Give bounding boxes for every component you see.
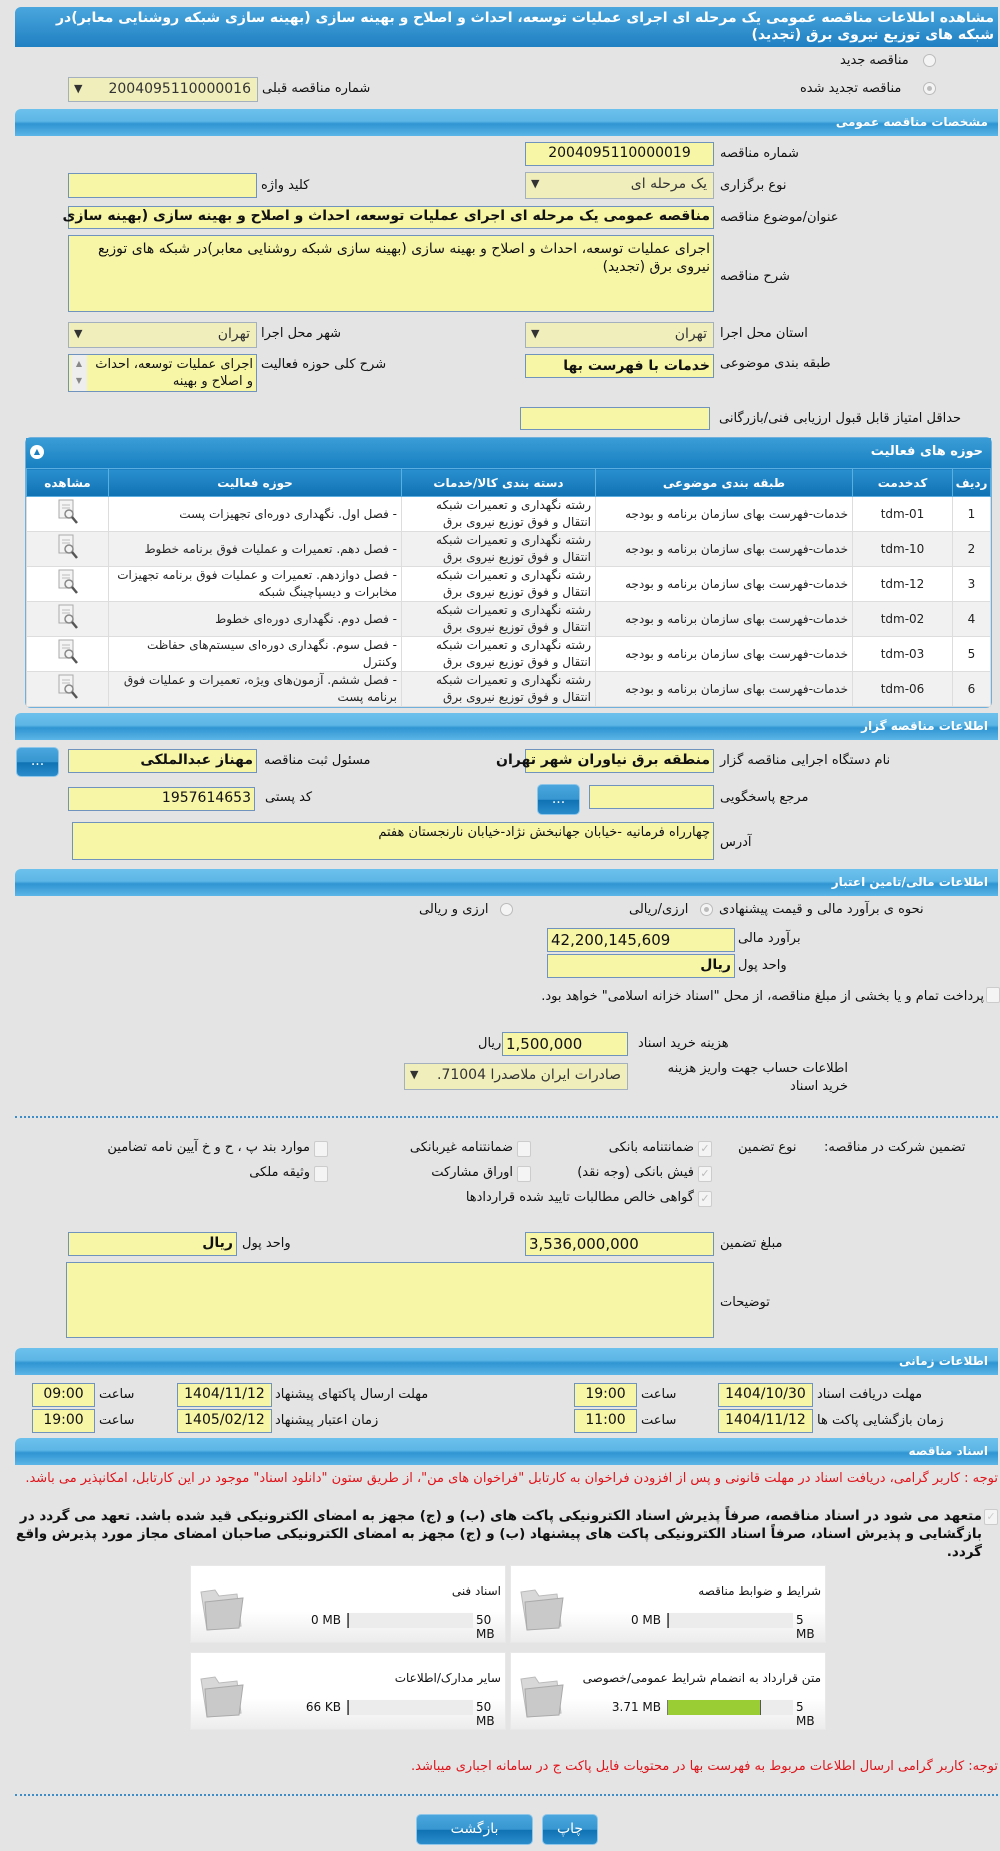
description-label: شرح مناقصه	[720, 269, 790, 284]
category-label: طبقه بندی موضوعی	[720, 356, 831, 371]
service-code: tdm-02	[853, 602, 953, 637]
table-row	[27, 567, 991, 602]
chevron-down-icon: ▼	[410, 1068, 419, 1081]
currency-label: واحد پول	[738, 958, 787, 973]
method-rial-label: ارزی/ریالی	[629, 902, 689, 917]
opening-label: زمان بازگشایی پاکت ها	[817, 1413, 944, 1428]
col-group: دسته بندی کالا/خدمات	[402, 469, 596, 497]
prev-tender-number-value: 2004095110000016	[108, 81, 251, 97]
doc-deadline-label: مهلت دریافت اسناد	[817, 1387, 923, 1402]
row-number: 4	[953, 602, 991, 637]
section-general: مشخصات مناقصه عمومی	[15, 109, 998, 136]
service-code: tdm-01	[853, 497, 953, 532]
category-cell: خدمات-فهرست بهای سازمان برنامه و بودجه	[596, 532, 853, 567]
tender-type-select[interactable]	[525, 172, 714, 199]
submit-deadline-label: مهلت ارسال پاکتهای پیشنهاد	[275, 1387, 429, 1402]
collapse-icon[interactable]: ▲	[30, 445, 44, 459]
hour-label: ساعت	[641, 1387, 677, 1402]
opening-date[interactable]: 1404/11/12	[718, 1409, 813, 1433]
address-label: آدرس	[720, 835, 752, 850]
category-cell: خدمات-فهرست بهای سازمان برنامه و بودجه	[596, 672, 853, 707]
reference-field[interactable]	[589, 785, 714, 809]
guarantee-currency-label: واحد پول	[242, 1236, 291, 1251]
document-progress	[667, 1613, 793, 1628]
category-cell: خدمات-فهرست بهای سازمان برنامه و بودجه	[596, 602, 853, 637]
tender-type-value: یک مرحله ای	[630, 176, 707, 192]
city-label: شهر محل اجرا	[261, 326, 341, 341]
section-timing: اطلاعات زمانی	[15, 1348, 998, 1375]
responsible-label: مسئول ثبت مناقصه	[264, 753, 371, 768]
keyword-label: کلید واژه	[261, 178, 310, 193]
validity-label: زمان اعتبار پیشنهاد	[275, 1413, 379, 1428]
activity-desc-field[interactable]	[68, 354, 257, 392]
col-field: حوزه فعالیت	[109, 469, 402, 497]
method-both-radio[interactable]	[500, 903, 513, 916]
document-tile[interactable]	[510, 1565, 826, 1643]
guarantee-option-label: گواهی خالص مطالبات تایید شده قراردادها	[465, 1190, 694, 1205]
print-button[interactable]: چاپ	[542, 1814, 598, 1845]
guarantee-type-label: نوع تضمین	[738, 1140, 797, 1155]
row-number: 1	[953, 497, 991, 532]
submit-deadline-time[interactable]: 09:00	[32, 1383, 95, 1407]
row-number: 2	[953, 532, 991, 567]
hour-label: ساعت	[99, 1413, 135, 1428]
section-organizer: اطلاعات مناقصه گزار	[15, 713, 998, 740]
reference-label: مرجع پاسخگویی	[720, 790, 809, 805]
row-number: 3	[953, 567, 991, 602]
folder-icon	[197, 1582, 249, 1634]
service-code: tdm-03	[853, 637, 953, 672]
chevron-down-icon: ▼	[74, 327, 83, 340]
organization-field[interactable]: منطقه برق نیاوران شهر تهران	[525, 749, 714, 773]
document-max-size: 5 MB	[796, 1613, 815, 1641]
folder-icon	[517, 1669, 569, 1721]
city-value: تهران	[217, 326, 250, 342]
view-document-icon[interactable]	[57, 639, 79, 670]
table-row	[27, 602, 991, 637]
postal-code-label: کد پستی	[265, 790, 313, 805]
progress-fill	[668, 1700, 761, 1715]
activity-desc-label: شرح کلی حوزه فعالیت	[261, 357, 387, 372]
row-number: 6	[953, 672, 991, 707]
city-select[interactable]	[68, 322, 257, 348]
group-cell: رشته نگهداری و تعمیرات شبکه انتقال و فوق توزیع نیروی برق	[402, 602, 596, 637]
account-value: صادرات ایران ملاصدرا 71004.	[437, 1067, 621, 1083]
activities-table	[25, 437, 992, 708]
tender-number-label: شماره مناقصه	[720, 146, 799, 161]
document-size: 3.71 MB	[611, 1700, 661, 1714]
group-cell: رشته نگهداری و تعمیرات شبکه انتقال و فوق توزیع نیروی برق	[402, 567, 596, 602]
progress-fill	[668, 1613, 669, 1628]
currency-field[interactable]: ریال	[547, 954, 735, 978]
view-document-icon[interactable]	[57, 569, 79, 600]
view-cell	[27, 567, 109, 602]
doc-fee-label: هزینه خرید اسناد	[638, 1036, 729, 1051]
table-row	[27, 497, 991, 532]
table-row	[27, 532, 991, 567]
province-label: استان محل اجرا	[720, 326, 808, 341]
tender-number-field[interactable]: 2004095110000019	[525, 142, 714, 166]
document-tile[interactable]	[190, 1565, 506, 1643]
account-select[interactable]	[404, 1063, 628, 1090]
min-score-label: حداقل امتیاز قابل قبول ارزیابی فنی/بازرگانی	[719, 411, 962, 426]
category-cell: خدمات-فهرست بهای سازمان برنامه و بودجه	[596, 497, 853, 532]
col-code: کدخدمت	[853, 469, 953, 497]
page-title: مشاهده اطلاعات مناقصه عمومی یک مرحله ای اجرای عملیات توسعه، احداث و اصلاح و بهینه سازی (بهینه سازی شبکه روشنایی معابر)در شبکه های توزیع نیروی برق (تجدید)	[15, 7, 998, 47]
guarantee-currency-field[interactable]: ریال	[68, 1232, 237, 1256]
document-progress	[347, 1700, 473, 1715]
document-tile[interactable]	[190, 1652, 506, 1730]
submit-deadline-date[interactable]: 1404/11/12	[177, 1383, 272, 1407]
field-cell: - فصل دهم. تعمیرات و عملیات فوق برنامه خطوط	[109, 532, 402, 567]
subject-field[interactable]: مناقصه عمومی یک مرحله ای اجرای عملیات توسعه، احداث و اصلاح و بهینه سازی (بهینه سازی	[68, 206, 714, 229]
table-row	[27, 672, 991, 707]
col-row: ردیف	[953, 469, 991, 497]
min-score-field[interactable]	[520, 407, 710, 430]
commitment-text: متعهد می شود در اسناد مناقصه، صرفاً پذیرش اسناد الکترونیکی پاکت های (ب) و (ج) مجهز به امضای الکترونیکی قید شده باشد. تعهد می گردد در بازگشایی و پذیرش اسناد، صرفاً اسناد الکترونیکی پاکت های پیشنهاد (ب) و (ج) مجهز به امضای الکترونیکی صاحبان امضای مجاز مورد پذیرش واقع گردد.	[16, 1508, 982, 1560]
reference-lookup-button[interactable]: ...	[537, 784, 580, 815]
guarantee-checkbox[interactable]	[314, 1141, 328, 1157]
group-cell: رشته نگهداری و تعمیرات شبکه انتقال و فوق توزیع نیروی برق	[402, 672, 596, 707]
section-documents: اسناد مناقصه	[15, 1438, 998, 1465]
guarantee-checkbox[interactable]	[517, 1141, 531, 1157]
activity-desc-value: اجرای عملیات توسعه، احداث و اصلاح و بهینه	[95, 357, 253, 389]
document-size: 0 MB	[630, 1613, 661, 1627]
col-category: طبقه بندی موضوعی	[596, 469, 853, 497]
hour-label: ساعت	[641, 1413, 677, 1428]
guarantee-option-label: وثیقه ملکی	[249, 1165, 310, 1180]
field-cell: - فصل اول. نگهداری دوره‌ای تجهیزات پست	[109, 497, 402, 532]
field-cell: - فصل دوم. نگهداری دوره‌ای خطوط	[109, 602, 402, 637]
guarantee-option-label: اوراق مشارکت	[431, 1165, 513, 1180]
guarantee-option-label: فیش بانکی (وجه نقد)	[577, 1165, 694, 1180]
view-document-icon[interactable]	[57, 534, 79, 565]
field-cell: - فصل سوم. نگهداری دوره‌ای سیستم‌های حفاظت وکنترل	[109, 637, 402, 672]
col-view: مشاهده	[27, 469, 109, 497]
divider	[15, 1116, 998, 1118]
keyword-field[interactable]	[68, 173, 257, 198]
subject-label: عنوان/موضوع مناقصه	[720, 210, 839, 225]
view-cell	[27, 497, 109, 532]
guarantee-checkbox[interactable]	[314, 1166, 328, 1182]
document-max-size: 50 MB	[476, 1700, 495, 1728]
estimate-label: برآورد مالی	[738, 931, 801, 946]
notes-textarea[interactable]	[66, 1262, 714, 1338]
document-max-size: 50 MB	[476, 1613, 495, 1641]
document-title: شرایط و ضوابط مناقصه	[698, 1584, 821, 1598]
opening-time[interactable]: 11:00	[574, 1409, 637, 1433]
divider	[15, 1794, 998, 1796]
group-cell: رشته نگهداری و تعمیرات شبکه انتقال و فوق توزیع نیروی برق	[402, 637, 596, 672]
chevron-down-icon: ▼	[531, 177, 540, 190]
postal-code-field[interactable]: 1957614653	[68, 787, 255, 811]
document-max-size: 5 MB	[796, 1700, 815, 1728]
address-field[interactable]: چهارراه فرمانیه -خیابان جهانبخش نژاد-خیابان نارنجستان هفتم	[72, 822, 714, 860]
treasury-text: پرداخت تمام و یا بخشی از مبلغ مناقصه، از محل "اسناد خزانه اسلامی" خواهد بود.	[541, 989, 984, 1004]
guarantee-option-label: ضمانتنامه غیربانکی	[409, 1140, 513, 1155]
validity-time[interactable]: 19:00	[32, 1409, 95, 1433]
method-both-label: ارزی و ریالی	[419, 902, 489, 917]
view-document-icon[interactable]	[57, 604, 79, 635]
price-list-notice: توجه: کاربر گرامی ارسال اطلاعات مربوط به فهرست بها در محتویات فایل پاکت ج در سامانه اجباری میباشد.	[411, 1759, 998, 1774]
estimate-field[interactable]: 42,200,145,609	[547, 928, 735, 952]
validity-date[interactable]: 1405/02/12	[177, 1409, 272, 1433]
organization-label: نام دستگاه اجرایی مناقصه گزار	[720, 753, 891, 768]
view-cell	[27, 637, 109, 672]
guarantee-checkbox[interactable]: ✓	[698, 1166, 712, 1182]
new-tender-label: مناقصه جدید	[840, 53, 909, 68]
view-cell	[27, 602, 109, 637]
service-code: tdm-06	[853, 672, 953, 707]
responsible-lookup-button[interactable]: ...	[16, 747, 59, 777]
renewed-tender-label: مناقصه تجدید شده	[800, 81, 902, 96]
notes-label: توضیحات	[720, 1295, 770, 1310]
service-code: tdm-12	[853, 567, 953, 602]
doc-deadline-time[interactable]: 19:00	[574, 1383, 637, 1407]
row-number: 5	[953, 637, 991, 672]
document-tile[interactable]	[510, 1652, 826, 1730]
progress-fill	[348, 1613, 349, 1628]
section-finance: اطلاعات مالی/تامین اعتبار	[15, 869, 998, 896]
folder-icon	[197, 1669, 249, 1721]
view-cell	[27, 532, 109, 567]
document-progress	[347, 1613, 473, 1628]
method-rial-radio[interactable]	[700, 903, 713, 916]
view-document-icon[interactable]	[57, 674, 79, 705]
activities-header	[26, 438, 991, 468]
guarantee-title: تضمین شرکت در مناقصه:	[824, 1140, 966, 1155]
document-size: 66 KB	[305, 1700, 341, 1714]
tender-type-label: نوع برگزاری	[720, 178, 787, 193]
group-cell: رشته نگهداری و تعمیرات شبکه انتقال و فوق توزیع نیروی برق	[402, 497, 596, 532]
download-notice: توجه : کاربر گرامی، دریافت اسناد در مهلت قانونی و پس از افزودن فراخوان به کارتابل "فراخوان های من"، از طریق ستون "دانلود اسناد" موجود در این کارتابل، امکانپذیر می باشد.	[25, 1471, 998, 1486]
doc-fee-field[interactable]: 1,500,000	[502, 1032, 628, 1056]
field-cell: - فصل ششم. آزمون‌های ویژه، تعمیرات و عملیات فوق برنامه پست	[109, 672, 402, 707]
guarantee-checkbox[interactable]: ✓	[698, 1191, 712, 1207]
back-button[interactable]: بازگشت	[416, 1814, 533, 1845]
doc-fee-unit: ریال	[478, 1036, 502, 1051]
category-field[interactable]: خدمات با فهرست بها	[525, 354, 714, 378]
field-cell: - فصل دوازدهم. تعمیرات و عملیات فوق برنامه تجهیزات مخابرات و دیسپاچینگ شبکه	[109, 567, 402, 602]
category-cell: خدمات-فهرست بهای سازمان برنامه و بودجه	[596, 567, 853, 602]
treasury-checkbox[interactable]	[986, 987, 1000, 1003]
new-tender-radio[interactable]	[923, 54, 936, 67]
activities-title: حوزه های فعالیت	[870, 444, 983, 459]
scrollbar[interactable]: ▲ ▼	[71, 355, 87, 391]
province-select[interactable]	[525, 322, 714, 348]
service-code: tdm-10	[853, 532, 953, 567]
document-size: 0 MB	[310, 1613, 341, 1627]
table-row	[27, 637, 991, 672]
view-cell	[27, 672, 109, 707]
category-cell: خدمات-فهرست بهای سازمان برنامه و بودجه	[596, 637, 853, 672]
document-title: اسناد فنی	[451, 1584, 501, 1598]
guarantee-amount-label: مبلغ تضمین	[720, 1236, 783, 1251]
doc-deadline-date[interactable]: 1404/10/30	[718, 1383, 813, 1407]
document-title: متن قرارداد به انضمام شرایط عمومی/خصوصی	[582, 1671, 821, 1685]
guarantee-amount-field[interactable]: 3,536,000,000	[525, 1232, 714, 1256]
account-label: اطلاعات حساب جهت واریز هزینه خرید اسناد	[667, 1061, 848, 1094]
progress-fill	[348, 1700, 349, 1715]
hour-label: ساعت	[99, 1387, 135, 1402]
prev-tender-number-label: شماره مناقصه قبلی	[262, 81, 371, 96]
guarantee-option-label: موارد بند پ ، ح و خ آیین نامه تضامین	[107, 1140, 310, 1155]
document-title: سایر مدارک/اطلاعات	[394, 1671, 501, 1685]
guarantee-option-label: ضمانتنامه بانکی	[608, 1140, 694, 1155]
commitment-checkbox[interactable]: ✓	[984, 1509, 998, 1525]
renewed-tender-radio[interactable]	[923, 82, 936, 95]
chevron-down-icon: ▼	[531, 327, 540, 340]
folder-icon	[517, 1582, 569, 1634]
group-cell: رشته نگهداری و تعمیرات شبکه انتقال و فوق توزیع نیروی برق	[402, 532, 596, 567]
guarantee-checkbox[interactable]: ✓	[698, 1141, 712, 1157]
responsible-field[interactable]: مهناز عبدالملکی	[68, 749, 257, 773]
chevron-down-icon: ▼	[74, 82, 83, 95]
estimate-method-label: نحوه ی برآورد مالی و قیمت پیشنهادی	[719, 902, 924, 917]
document-progress	[667, 1700, 793, 1715]
view-document-icon[interactable]	[57, 499, 79, 530]
prev-tender-number-select[interactable]	[68, 77, 258, 102]
province-value: تهران	[674, 326, 707, 342]
description-textarea[interactable]: اجرای عملیات توسعه، احداث و اصلاح و بهینه سازی (بهینه سازی شبکه روشنایی معابر)در شبکه های توزیع نیروی برق (تجدید)	[68, 235, 714, 312]
guarantee-checkbox[interactable]	[517, 1166, 531, 1182]
